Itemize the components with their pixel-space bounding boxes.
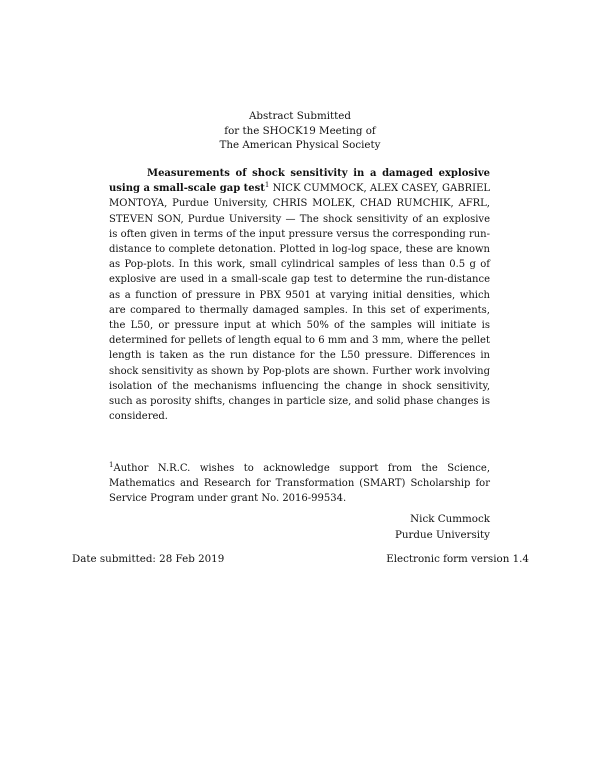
- submission-header: [0, 109, 600, 153]
- abstract-body: The shock sensitivity of an explosive is often given in terms of the input pressure versus the corresponding run-distance to complete detonation. Plotted in log-log space, these are known as Pop-plots. In this work, small cylindrical samples of less than 0.5 g of explosive are used in a small-scale gap test to determine the run-distance as a function of pressure in PBX 9501 at varying initial densities, which are compared to thermally damaged samples. In this set of experiments, the L50, or pressure input at which 50% of the samples will initiate is determined for pellets of length equal to 6 mm and 3 mm, where the pellet length is taken as the run distance for the L50 pressure. Differences in shock sensitivity as shown by Pop-plots are shown. Further work involving isolation of the mechanisms influencing the change in shock sensitivity, such as porosity shifts, changes in particle size, and solid phase changes is considered.: [109, 213, 491, 423]
- signature-name: Nick Cummock: [410, 513, 490, 525]
- signature-block: [395, 511, 490, 543]
- footnote: [109, 461, 490, 507]
- footnote-mark: 1: [264, 181, 270, 190]
- footnote-number: 1: [109, 461, 114, 469]
- em-dash-separator: —: [281, 213, 300, 225]
- date-submitted: Date submitted: 28 Feb 2019: [72, 553, 225, 565]
- signature-affiliation: Purdue University: [394, 529, 490, 541]
- form-version: Electronic form version 1.4: [386, 553, 529, 565]
- abstract-paragraph: [109, 166, 490, 424]
- abstract-title: Measurements of shock sensitivity in a damaged explosive using a small-scale gap test: [109, 168, 490, 195]
- header-line-1: Abstract Submitted: [249, 110, 351, 122]
- footnote-text: Author N.R.C. wishes to acknowledge support from the Science, Mathematics and Research for Transformation (SMART) Scholarship for Service Program under grant No. 2016-99534.: [109, 463, 490, 505]
- header-line-3: The American Physical Society: [219, 139, 381, 151]
- abstract-authors: NICK CUMMOCK, ALEX CASEY, GABRIEL MONTOYA, Purdue University, CHRIS MOLEK, CHAD RUMCHIK, AFRL, STEVEN SON, Purdue University: [109, 183, 491, 225]
- header-line-2: for the SHOCK19 Meeting of: [224, 124, 376, 137]
